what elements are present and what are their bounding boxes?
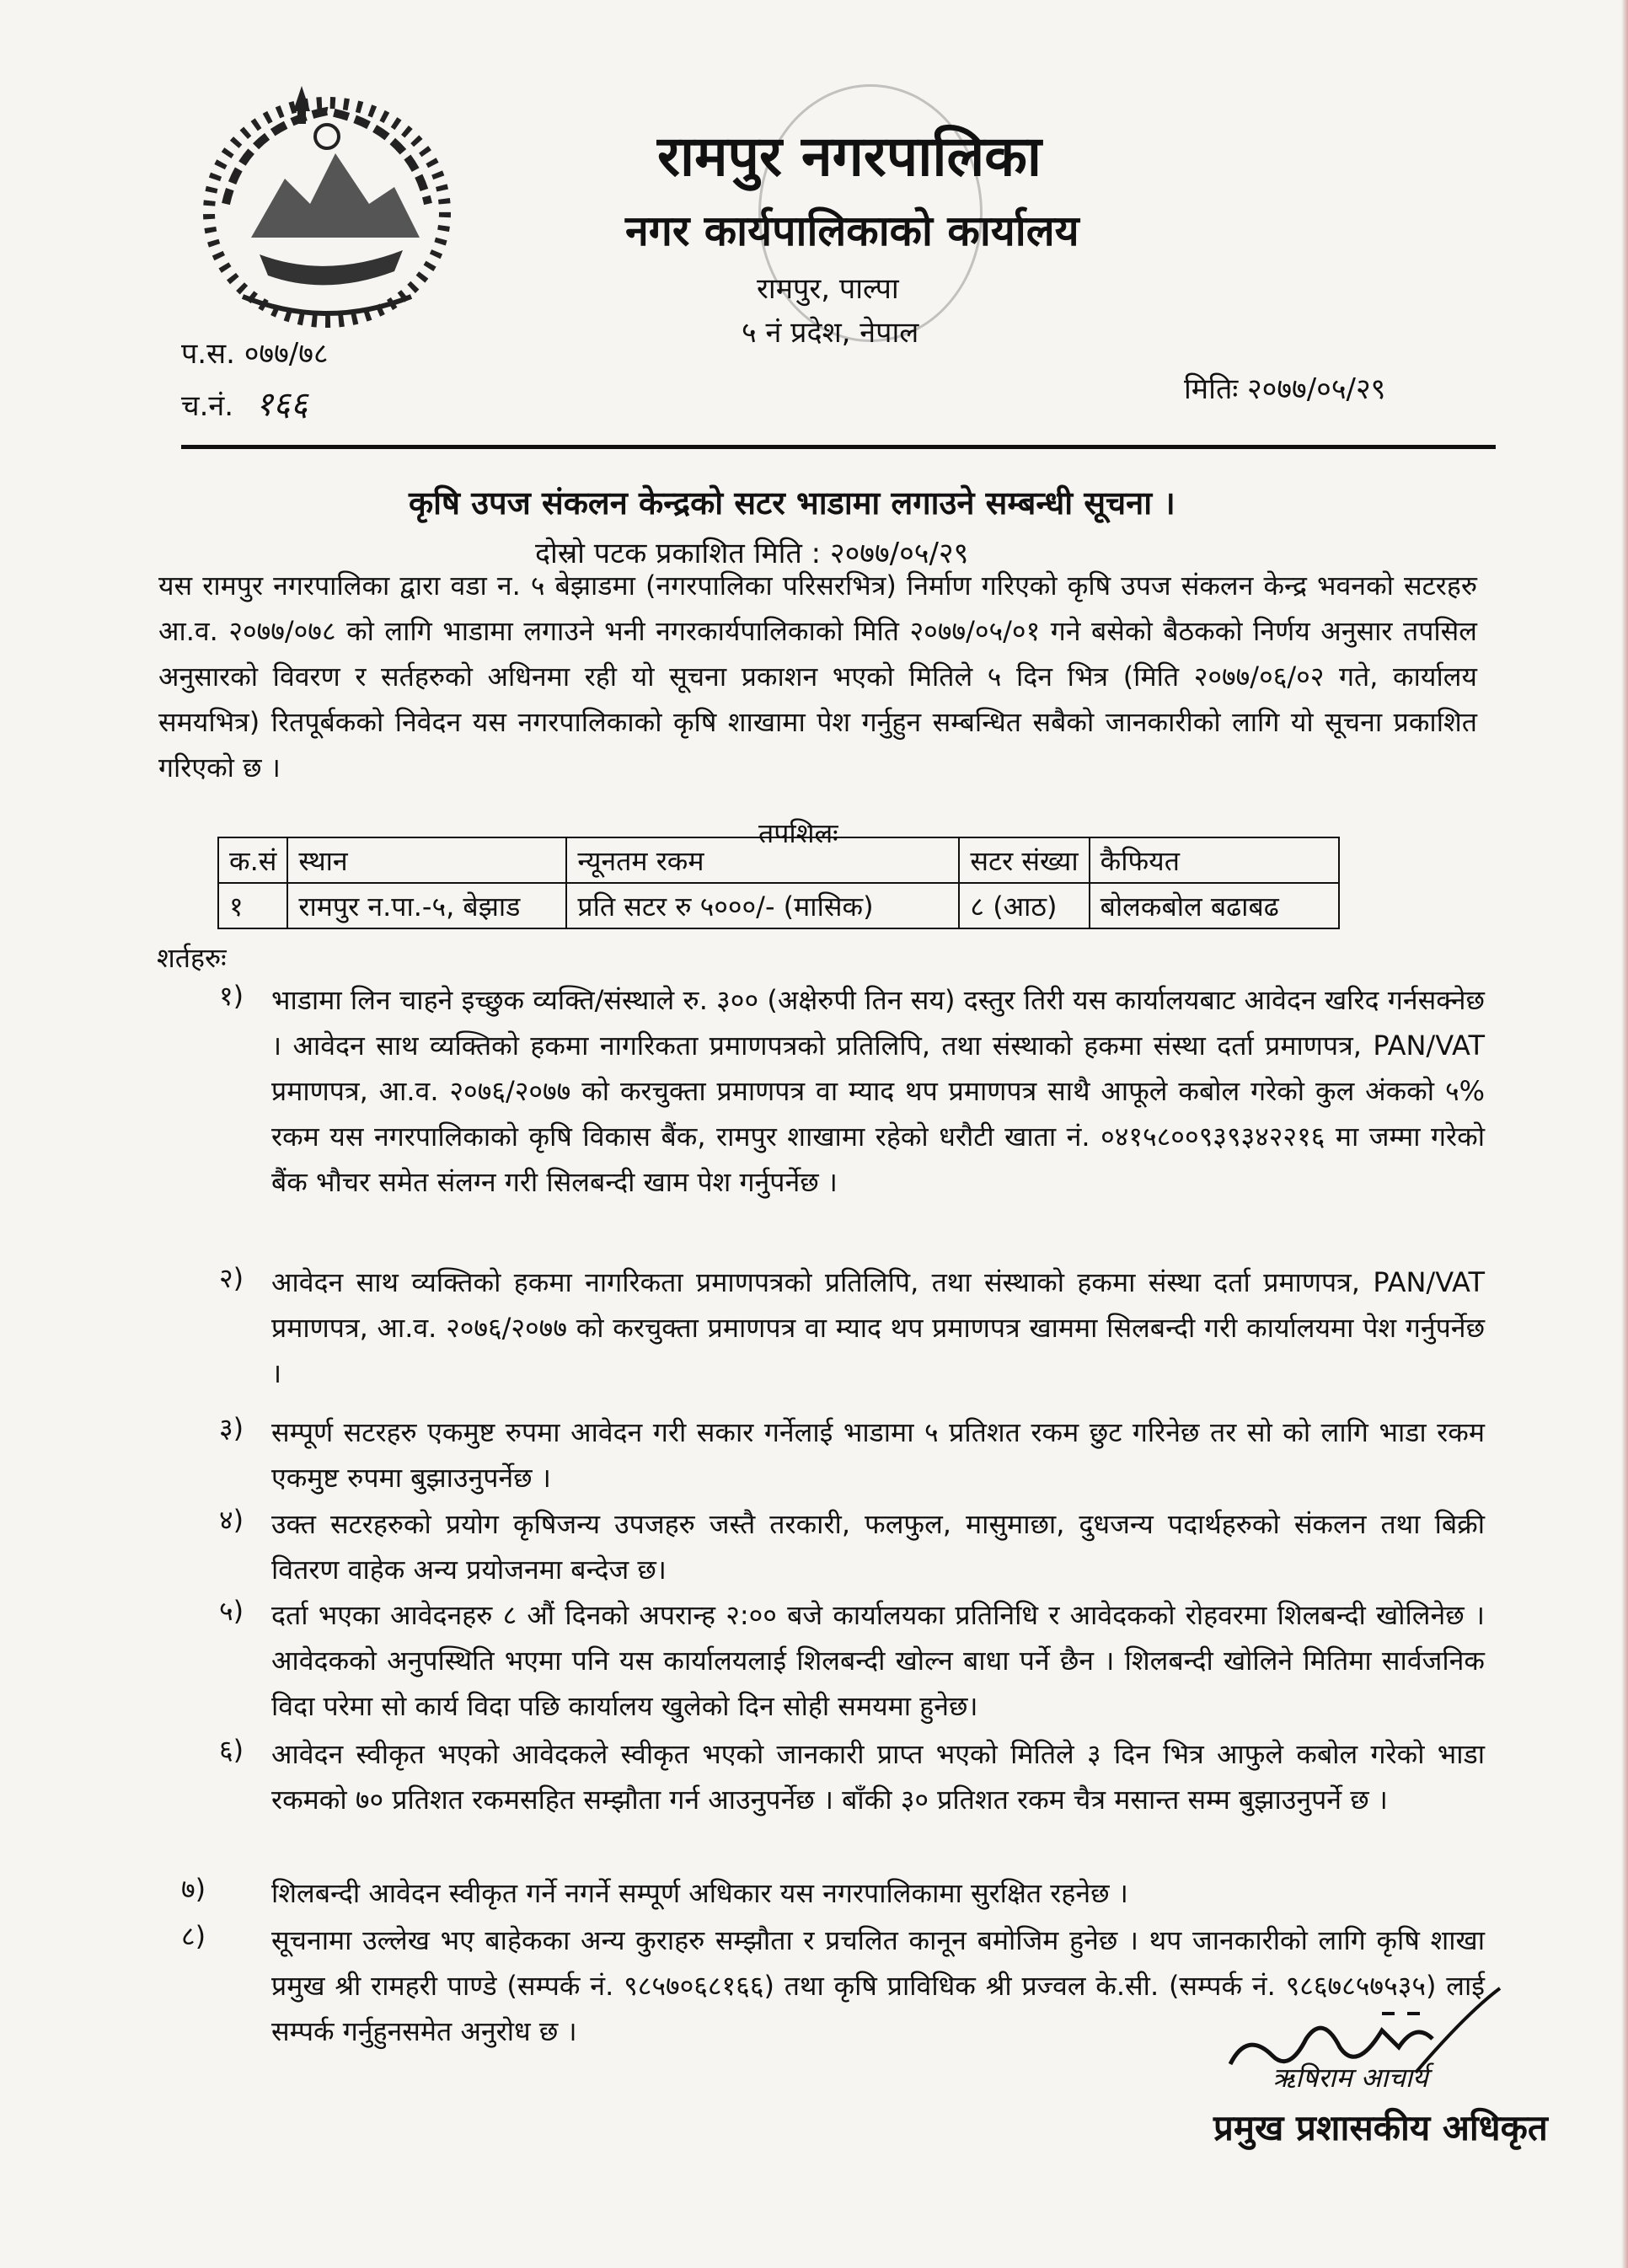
col-location: स्थान xyxy=(287,837,566,883)
col-serial: क.सं xyxy=(218,837,287,883)
cell-remarks: बोलकबोल बढाबढ xyxy=(1090,883,1339,928)
condition-number: ६) xyxy=(219,1734,244,1766)
issue-date: मितिः २०७७/०५/२९ xyxy=(1184,372,1386,406)
col-remarks: कैफियत xyxy=(1090,837,1339,883)
condition-text: भाडामा लिन चाहने इच्छुक व्यक्ति/संस्थाले रु. ३०० (अक्षेरुपी तिन सय) दस्तुर तिरी यस कार्यालयबाट आवेदन खरिद गर्नसक्नेछ । आवेदन साथ व्यक्तिको हकमा नागरिकता प्रमाणपत्रको प्रतिलिपि, तथा संस्थाको हकमा संस्था दर्ता प्रमाणपत्र, PAN/VAT प्रमाणपत्र, आ.व. २०७६/२०७७ को करचुक्ता प्रमाणपत्र वा म्याद थप प्रमाणपत्र साथै आफूले कबोल गरेको कुल अंकको ५% रकम यस नगरपालिकाको कृषि विकास बैंक, रामपुर शाखामा रहेको धरौटी खाता नं. ०४१५८००९३९३४२२१६ मा जम्मा गरेको बैंक भौचर समेत संलग्न गरी सिलबन्दी खाम पेश गर्नुपर्नेछ । xyxy=(271,984,1485,1198)
cell-serial: १ xyxy=(218,883,287,928)
condition-number: २) xyxy=(219,1262,244,1294)
shutter-schedule-table xyxy=(217,837,1340,929)
condition-text: सम्पूर्ण सटरहरु एकमुष्ट रुपमा आवेदन गरी सकार गर्नेलाई भाडामा ५ प्रतिशत रकम छुट गरिनेछ तर सो को लागि भाडा रकम एकमुष्ट रुपमा बुझाउनुपर्नेछ । xyxy=(271,1416,1485,1494)
cell-location: रामपुर न.पा.-५, बेझाड xyxy=(287,883,566,928)
condition-text: शिलबन्दी आवेदन स्वीकृत गर्ने नगर्ने सम्पूर्ण अधिकार यस नगरपालिकामा सुरक्षित रहनेछ । xyxy=(271,1877,1128,1909)
nepal-emblem-icon xyxy=(192,78,462,339)
municipality-name: रामपुर नगरपालिका xyxy=(657,124,1042,189)
dispatch-value: १६६ xyxy=(255,385,308,424)
dispatch-label: च.नं. xyxy=(181,389,234,423)
col-shutter-count: सटर संख्या xyxy=(959,837,1089,883)
condition-number: १) xyxy=(219,980,244,1012)
publish-date-line: दोस्रो पटक प्रकाशित मिति : २०७७/०५/२९ xyxy=(535,537,969,570)
dispatch-number xyxy=(181,379,308,425)
signatory-name: ऋषिराम आचार्य xyxy=(1272,2062,1428,2094)
conditions-label: शर्तहरुः xyxy=(157,942,227,974)
condition-text: आवेदन स्वीकृत भएको आवेदकले स्वीकृत भएको जानकारी प्राप्त भएको मितिले ३ दिन भित्र आफुले कबोल गरेको भाडा रकमको ७० प्रतिशत रकमसहित सम्झौता गर्न आउनुपर्नेछ । बाँकी ३० प्रतिशत रकम चैत्र मसान्त सम्म बुझाउनुपर्ने छ । xyxy=(271,1738,1485,1816)
page-edge xyxy=(1621,0,1628,2268)
condition-text: दर्ता भएका आवेदनहरु ८ औं दिनको अपरान्ह २:०० बजे कार्यालयका प्रतिनिधि र आवेदकको रोहवरमा शिलबन्दी खोलिनेछ । आवेदकको अनुपस्थिति भएमा पनि यस कार्यालयलाई शिलबन्दी खोल्न बाधा पर्ने छैन । शिलबन्दी खोलिने मितिमा सार्वजनिक विदा परेमा सो कार्य विदा पछि कार्यालय खुलेको दिन सोही समयमा हुनेछ। xyxy=(271,1599,1485,1722)
condition-number: ४) xyxy=(219,1504,244,1536)
col-min-amount: न्यूनतम रकम xyxy=(566,837,959,883)
cell-min-amount: प्रति सटर रु ५०००/- (मासिक) xyxy=(566,883,959,928)
office-name: नगर कार्यपालिकाको कार्यालय xyxy=(625,206,1079,255)
fiscal-reference: प.स. ०७७/७८ xyxy=(181,337,329,371)
condition-number: ३) xyxy=(219,1412,244,1444)
condition-number: ७) xyxy=(181,1873,206,1905)
table-header-row xyxy=(218,837,1339,883)
condition-number: ५) xyxy=(219,1595,244,1627)
condition-text: उक्त सटरहरुको प्रयोग कृषिजन्य उपजहरु जस्तै तरकारी, फलफुल, मासुमाछा, दुधजन्य पदार्थहरुको संकलन तथा बिक्री वितरण वाहेक अन्य प्रयोजनमा बन्देज छ। xyxy=(271,1508,1485,1586)
cell-shutter-count: ८ (आठ) xyxy=(959,883,1089,928)
office-province: ५ नं प्रदेश, नेपाल xyxy=(742,316,919,350)
office-address: रामपुर, पाल्पा xyxy=(757,272,899,306)
signatory-title: प्रमुख प्रशासकीय अधिकृत xyxy=(1213,2107,1548,2148)
header-divider xyxy=(181,445,1496,449)
condition-number: ८) xyxy=(181,1920,206,1952)
schedule-label: तपशिलः xyxy=(758,817,838,849)
condition-text: सूचनामा उल्लेख भए बाहेकका अन्य कुराहरु सम्झौता र प्रचलित कानून बमोजिम हुनेछ । थप जानकारीको लागि कृषि शाखा प्रमुख श्री रामहरी पाण्डे (सम्पर्क नं. ९८५७०६८१६६) तथा कृषि प्राविधिक श्री प्रज्वल के.सी. (सम्पर्क नं. ९८६७८५७५३५) लाई सम्पर्क गर्नुहुनसमेत अनुरोध छ । xyxy=(271,1924,1485,2047)
notice-intro: यस रामपुर नगरपालिका द्वारा वडा न. ५ बेझाडमा (नगरपालिका परिसरभित्र) निर्माण गरिएको कृषि उपज संकलन केन्द्र भवनको सटरहरु आ.व. २०७७/०७८ को लागि भाडामा लगाउने भनी नगरकार्यपालिकाको मिति २०७७/०५/०१ गने बसेको बैठकको निर्णय अनुसार तपसिल अनुसारको विवरण र सर्तहरुको अधिनमा रही यो सूचना प्रकाशन भएको मितिले ५ दिन भित्र (मिति २०७७/०६/०२ गते, कार्यालय समयभित्र) रितपूर्बकको निवेदन यस नगरपालिकाको कृषि शाखामा पेश गर्नुहुन सम्बन्धित सबैको जानकारीको लागि यो सूचना प्रकाशित गरिएको छ । xyxy=(158,570,1477,784)
notice-title: कृषि उपज संकलन केन्द्रको सटर भाडामा लगाउने सम्बन्धी सूचना । xyxy=(409,484,1175,522)
condition-text: आवेदन साथ व्यक्तिको हकमा नागरिकता प्रमाणपत्रको प्रतिलिपि, तथा संस्थाको हकमा संस्था दर्ता प्रमाणपत्र, PAN/VAT प्रमाणपत्र, आ.व. २०७६/२०७७ को करचुक्ता प्रमाणपत्र वा म्याद थप प्रमाणपत्र खाममा सिलबन्दी गरी कार्यालयमा पेश गर्नुपर्नेछ । xyxy=(271,1266,1485,1389)
table-row xyxy=(218,883,1339,928)
